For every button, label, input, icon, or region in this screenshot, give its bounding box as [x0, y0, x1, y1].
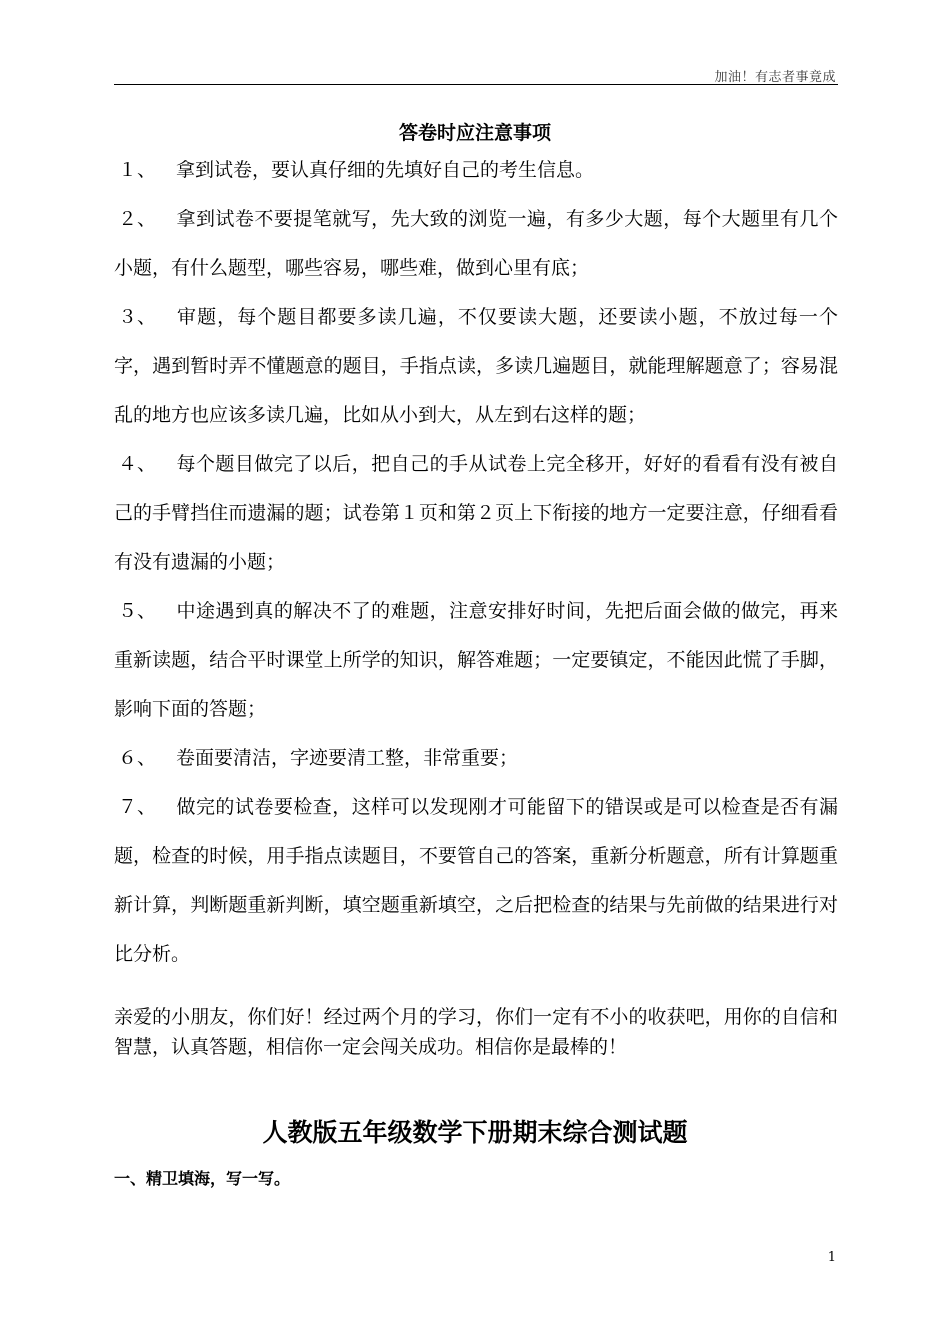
notice-item-number: ７、 [118, 796, 157, 818]
notice-item-number: ４、 [118, 453, 157, 475]
exam-title: 人教版五年级数学下册期末综合测试题 [262, 1118, 688, 1147]
notice-item-number: ５、 [118, 600, 157, 622]
notice-item [114, 146, 838, 195]
notice-item [114, 783, 838, 979]
page-number: 1 [827, 1250, 836, 1265]
header-motto: 加油！有志者事竟成 [714, 70, 836, 85]
notice-item-text: 拿到试卷，要认真仔细的先填好自己的考生信息。 [176, 159, 595, 181]
notice-item-number: ２、 [118, 208, 157, 230]
section-heading: 一、精卫填海，写一写。 [114, 1169, 291, 1188]
notice-item [114, 734, 838, 783]
notice-item [114, 440, 838, 587]
notice-item [114, 587, 838, 734]
notice-item-text: 做完的试卷要检查，这样可以发现刚才可能留下的错误或是可以检查是否有漏题，检查的时候，用手指点读题目，不要管自己的答案，重新分析题意，所有计算题重新计算，判断题重新判断，填空题重新填空，之后把检查的结果与先前做的结果进行对比分析。 [114, 796, 838, 965]
notice-item-text: 卷面要清洁，字迹要清工整，非常重要； [176, 747, 519, 769]
notice-item [114, 195, 838, 293]
notice-item-number: １、 [118, 159, 157, 181]
notice-item-text: 拿到试卷不要提笔就写，先大致的浏览一遍，有多少大题，每个大题里有几个小题，有什么题型，哪些容易，哪些难，做到心里有底； [114, 208, 838, 279]
header-divider [114, 84, 838, 85]
notice-item-text: 每个题目做完了以后，把自己的手从试卷上完全移开，好好的看看有没有被自己的手臂挡住而遗漏的题；试卷第１页和第２页上下衔接的地方一定要注意，仔细看看有没有遗漏的小题； [114, 453, 838, 573]
notice-list [114, 146, 838, 979]
greeting-paragraph: 亲爱的小朋友，你们好！经过两个月的学习，你们一定有不小的收获吧，用你的自信和智慧，认真答题，相信你一定会闯关成功。相信你是最棒的！ [114, 1006, 838, 1058]
notice-title: 答卷时应注意事项 [398, 122, 551, 144]
notice-item-number: ３、 [118, 306, 157, 328]
notice-item-number: ６、 [118, 747, 157, 769]
notice-item-text: 中途遇到真的解决不了的难题，注意安排好时间，先把后面会做的做完，再来重新读题，结合平时课堂上所学的知识，解答难题；一定要镇定，不能因此慌了手脚，影响下面的答题； [114, 600, 838, 720]
notice-item-text: 审题，每个题目都要多读几遍，不仅要读大题，还要读小题，不放过每一个字，遇到暂时弄不懂题意的题目，手指点读，多读几遍题目，就能理解题意了；容易混乱的地方也应该多读几遍，比如从小到大，从左到右这样的题； [114, 306, 838, 426]
notice-item [114, 293, 838, 440]
